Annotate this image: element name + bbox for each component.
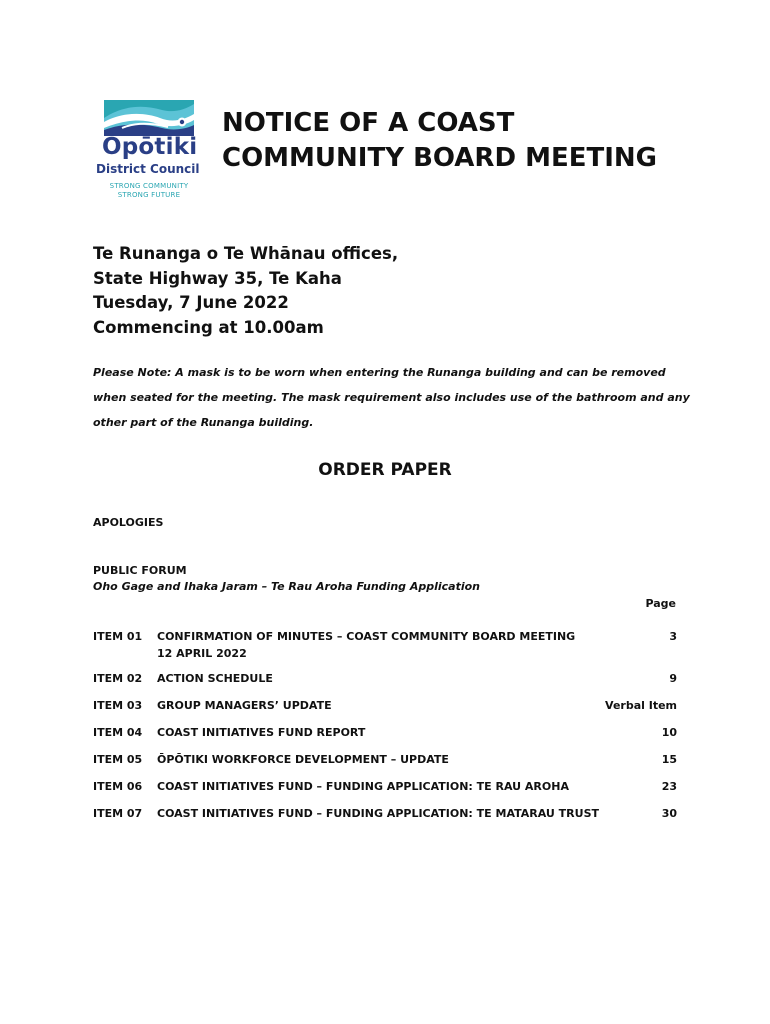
agenda-item-title xyxy=(157,670,659,687)
agenda-item-title-line-1: ACTION SCHEDULE xyxy=(157,672,273,685)
agenda-item-number: ITEM 03 xyxy=(93,699,143,712)
agenda-item xyxy=(93,670,677,687)
agenda-item-number: ITEM 06 xyxy=(93,780,143,793)
agenda-item-title xyxy=(157,805,652,822)
mask-notice-line-3: other part of the Runanga building. xyxy=(93,416,314,429)
agenda-item-page: 10 xyxy=(661,726,677,739)
agenda-item xyxy=(93,724,677,741)
apologies-heading: APOLOGIES xyxy=(93,516,164,529)
logo-name: Ōpōtiki xyxy=(102,134,198,160)
page-title xyxy=(222,106,657,176)
agenda-item xyxy=(93,697,677,714)
page-title-line-2: COMMUNITY BOARD MEETING xyxy=(222,143,657,173)
agenda-item xyxy=(93,628,677,662)
agenda-item-page: 9 xyxy=(669,672,677,685)
agenda-item xyxy=(93,778,677,795)
agenda-item-title xyxy=(157,778,652,795)
logo-tagline-1: STRONG COMMUNITY xyxy=(109,182,189,190)
agenda-item-title-line-1: ŌPŌTIKI WORKFORCE DEVELOPMENT – UPDATE xyxy=(157,753,449,766)
logo-council: District Council xyxy=(96,162,200,176)
mask-notice-line-1: Please Note: A mask is to be worn when entering the Runanga building and can be removed xyxy=(93,366,666,379)
agenda-item-page: 3 xyxy=(669,630,677,643)
council-logo xyxy=(96,96,218,204)
agenda-item-title-line-2: 12 APRIL 2022 xyxy=(157,647,247,660)
agenda-item-title-line-1: COAST INITIATIVES FUND – FUNDING APPLICATION: TE RAU AROHA xyxy=(157,780,569,793)
agenda-item-page: 15 xyxy=(661,753,677,766)
agenda-item xyxy=(93,751,677,768)
meeting-date: Tuesday, 7 June 2022 xyxy=(93,293,289,312)
agenda-item-title-line-1: GROUP MANAGERS’ UPDATE xyxy=(157,699,332,712)
logo-tagline-2: STRONG FUTURE xyxy=(117,191,181,199)
agenda-item-title xyxy=(157,697,595,714)
agenda-item-title xyxy=(157,751,652,768)
agenda-item-title xyxy=(157,724,652,741)
public-forum-detail: Oho Gage and Ihaka Jaram – Te Rau Aroha Funding Application xyxy=(93,580,481,593)
agenda-item-page: Verbal Item xyxy=(605,699,677,712)
venue-address: State Highway 35, Te Kaha xyxy=(93,268,342,288)
page-column-label: Page xyxy=(645,597,676,610)
venue-location: Te Runanga o Te Whānau offices, xyxy=(93,244,399,263)
agenda-item-title-line-1: COAST INITIATIVES FUND – FUNDING APPLICATION: TE MATARAU TRUST xyxy=(157,807,600,820)
agenda-item-title-line-1: COAST INITIATIVES FUND REPORT xyxy=(157,726,366,739)
order-paper-heading: ORDER PAPER xyxy=(318,460,452,480)
agenda-item-number: ITEM 02 xyxy=(93,672,143,685)
page-title-line-1: NOTICE OF A COAST xyxy=(222,108,515,138)
meeting-venue-block xyxy=(93,242,398,340)
council-logo-graphic xyxy=(102,98,196,138)
agenda-item-number: ITEM 07 xyxy=(93,807,143,820)
agenda-item-title xyxy=(157,628,659,662)
agenda-list xyxy=(93,628,677,822)
mask-notice-line-2: when seated for the meeting. The mask requirement also includes use of the bathroom and any xyxy=(93,391,690,404)
agenda-item xyxy=(93,805,677,822)
agenda-item-page: 30 xyxy=(661,807,677,820)
agenda-item-page: 23 xyxy=(661,780,677,793)
agenda-item-number: ITEM 05 xyxy=(93,753,143,766)
agenda-item-number: ITEM 01 xyxy=(93,630,143,643)
mask-notice xyxy=(93,360,693,435)
public-forum-heading: PUBLIC FORUM xyxy=(93,564,187,577)
meeting-start-time: Commencing at 10.00am xyxy=(93,317,324,337)
agenda-item-title-line-1: CONFIRMATION OF MINUTES – COAST COMMUNITY BOARD MEETING xyxy=(157,630,576,643)
agenda-item-number: ITEM 04 xyxy=(93,726,143,739)
